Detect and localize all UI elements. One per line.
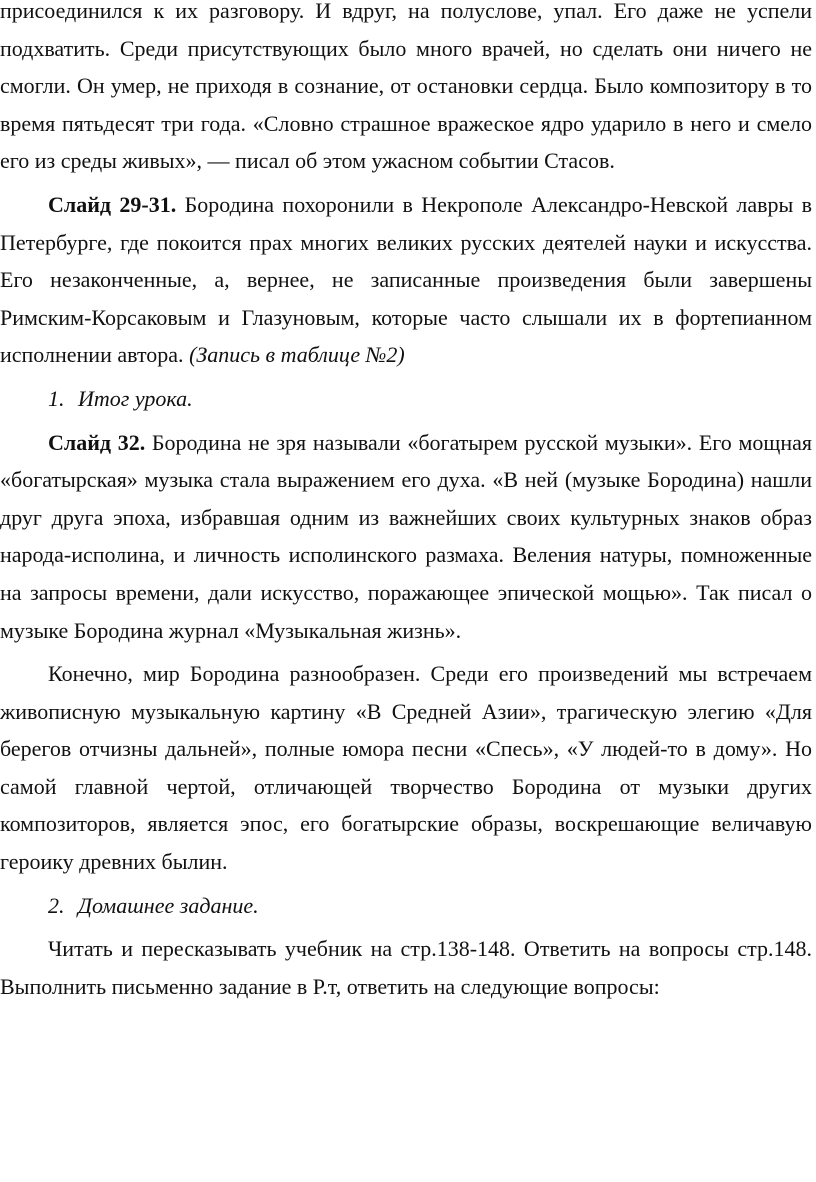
- list-number: 1.: [48, 385, 65, 411]
- slide-label: Слайд 29-31.: [48, 191, 177, 217]
- paragraph-death-of-borodin: присоединился к их разговору. И вдруг, на полуслове, упал. Его даже не успели подхватить. Среди присутствующих было много врачей, но сделать они ничего не смогли. Он умер, не приходя в сознание, от остановки сердца. Было композитору в то время пятьдесят три года. «Словно страшное вражеское ядро ударило в него и смело его из среды живых», — писал об этом ужасном событии Стасов.: [0, 0, 812, 174]
- list-item-homework: [0, 887, 812, 925]
- paragraph-slide-29-31: [0, 186, 812, 374]
- paragraph-homework-task: Читать и пересказывать учебник на стр.138-148. Ответить на вопросы стр.148. Выполнить письменно задание в Р.т, ответить на следующие вопросы:: [0, 936, 812, 999]
- list-number: 2.: [48, 892, 65, 918]
- list-item-text: Итог урока.: [78, 385, 193, 411]
- slide-label: Слайд 32.: [48, 429, 146, 455]
- paragraph-slide-32: [0, 424, 812, 650]
- list-item-lesson-summary: [0, 380, 812, 418]
- list-item-text: Домашнее задание.: [78, 892, 259, 918]
- paragraph-text: Бородина не зря называли «богатырем русской музыки». Его мощная «богатырская» музыка стала выражением его духа. «В ней (музыке Бородина) нашли друг друга эпоха, избравшая одним из важнейших своих культурных знаков образ народа-исполина, и личность исполинского размаха. Веления натуры, помноженные на запросы времени, дали искусство, поражающее эпической мощью». Так писал о музыке Бородина журнал «Музыкальная жизнь».: [0, 429, 812, 643]
- paragraph-text: Бородина похоронили в Некрополе Александро-Невской лавры в Петербурге, где покоится прах многих великих русских деятелей науки и искусства. Его незаконченные, а, вернее, не записанные произведения были завершены Римским-Корсаковым и Глазуновым, которые часто слышали их в фортепианном исполнении автора.: [0, 191, 812, 368]
- paragraph-borodin-works: Конечно, мир Бородина разнообразен. Среди его произведений мы встречаем живописную музыкальную картину «В Средней Азии», трагическую элегию «Для берегов отчизны дальней», полные юмора песни «Спесь», «У людей-то в дому». Но самой главной чертой, отличающей творчество Бородина от музыки других композиторов, является эпос, его богатырские образы, воскрешающие величавую героику древних былин.: [0, 661, 812, 875]
- table-note: (Запись в таблице №2): [189, 342, 405, 368]
